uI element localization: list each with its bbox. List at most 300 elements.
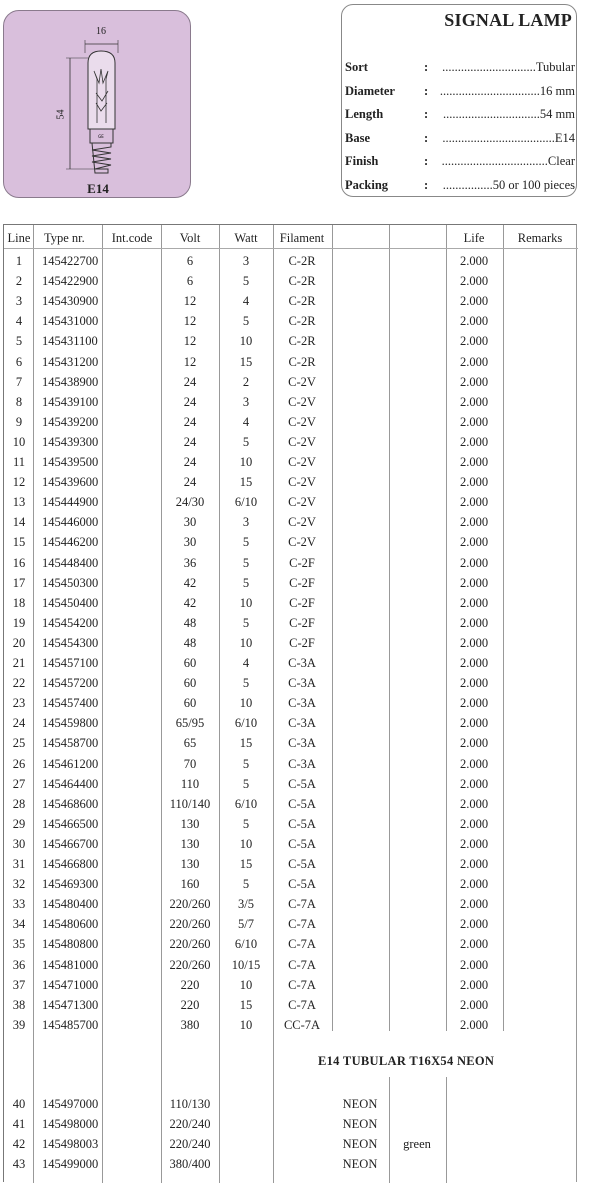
watt-cell: 10 (239, 1017, 253, 1032)
line-cell: 2 (15, 274, 23, 289)
extra-cell: NEON (342, 1117, 378, 1131)
volt-cell: 70 (183, 756, 197, 771)
line-cell: 28 (12, 796, 26, 811)
line-cell: 22 (12, 676, 26, 691)
lamp-base-label: E14 (87, 181, 109, 196)
spec-row (345, 131, 575, 149)
life-cell: 2.000 (459, 254, 489, 268)
line-cell: 14 (12, 515, 26, 530)
volt-cell: 110/130 (169, 1097, 211, 1111)
filament-cell: C-5A (288, 857, 316, 871)
watt-cell: 15 (239, 475, 253, 490)
life-cell: 2.000 (459, 555, 489, 570)
filament-cell: C-7A (288, 997, 316, 1012)
watt-cell: 5 (242, 274, 250, 289)
type-cell: 145457400 (42, 696, 99, 711)
type-cell: 145446000 (42, 515, 99, 530)
spec-separator: : (424, 84, 429, 98)
volt-cell: 6 (186, 254, 194, 268)
type-cell: 145499000 (42, 1157, 99, 1171)
volt-cell: 48 (183, 635, 197, 650)
filament-cell: C-5A (288, 836, 316, 851)
column-divider (219, 225, 220, 1183)
volt-cell: 60 (183, 656, 197, 670)
line-cell: 39 (12, 1017, 26, 1032)
column-divider (332, 225, 333, 1031)
filament-cell: C-3A (288, 676, 316, 691)
filament-cell: C-5A (288, 796, 316, 811)
spec-separator: : (424, 154, 429, 168)
filament-cell: C-5A (288, 776, 316, 791)
volt-cell: 130 (180, 836, 200, 851)
watt-cell: 5 (242, 756, 250, 771)
filament-cell: C-7A (288, 937, 316, 952)
type-cell: 145466800 (42, 857, 99, 871)
watt-cell: 15 (239, 354, 253, 369)
watt-cell: 3 (242, 515, 250, 530)
volt-cell: 24 (183, 475, 197, 490)
spec-value: ..............................Tubular (442, 60, 575, 74)
line-cell: 40 (12, 1097, 26, 1111)
filament-cell: C-2F (289, 615, 315, 630)
column-header: Int.code (111, 231, 153, 245)
life-cell: 2.000 (459, 515, 489, 530)
filament-cell: C-2V (288, 515, 316, 530)
watt-cell: 5 (242, 434, 250, 449)
volt-cell: 60 (183, 696, 197, 711)
life-cell: 2.000 (459, 857, 489, 871)
column-divider (273, 225, 274, 1183)
type-cell: 145444900 (42, 495, 99, 510)
life-cell: 2.000 (459, 635, 489, 650)
type-cell: 145481000 (42, 957, 99, 972)
column-header: Filament (279, 231, 325, 245)
line-cell: 19 (12, 615, 26, 630)
line-cell: 42 (12, 1137, 26, 1151)
type-cell: 145439100 (42, 394, 99, 409)
watt-cell: 10 (239, 595, 253, 610)
type-cell: 145454200 (42, 615, 99, 630)
type-cell: 145450300 (42, 575, 99, 590)
life-cell: 2.000 (459, 696, 489, 711)
line-cell: 8 (15, 394, 23, 409)
extra-cell: green (403, 1137, 431, 1151)
line-cell: 24 (12, 716, 26, 731)
type-cell: 145439200 (42, 414, 99, 429)
line-cell: 29 (12, 816, 26, 831)
type-cell: 145438900 (42, 374, 99, 389)
filament-cell: C-2R (288, 334, 316, 349)
filament-cell: C-2V (288, 455, 316, 469)
watt-cell: 10 (239, 696, 253, 711)
watt-cell: 10 (239, 977, 253, 992)
spec-value: ................50 or 100 pieces (442, 178, 575, 192)
filament-cell: C-2V (288, 475, 316, 490)
filament-cell: C-2F (289, 595, 315, 610)
volt-cell: 380 (180, 1017, 200, 1032)
line-cell: 10 (12, 434, 26, 449)
type-cell: 145459800 (42, 716, 99, 731)
life-cell: 2.000 (459, 495, 489, 510)
life-cell: 2.000 (459, 977, 489, 992)
lamp-illustration-panel (3, 10, 191, 198)
watt-cell: 5 (242, 535, 250, 550)
filament-cell: C-2F (289, 575, 315, 590)
spec-row (345, 107, 575, 125)
volt-cell: 12 (183, 354, 197, 369)
column-header: Remarks (517, 231, 563, 245)
column-divider (161, 225, 162, 1183)
neon-section-title: E14 TUBULAR T16X54 NEON (318, 1054, 495, 1068)
extra-cell: NEON (342, 1157, 378, 1171)
spec-value: ...............................54 mm (443, 107, 575, 121)
life-cell: 2.000 (459, 897, 489, 912)
column-divider (33, 225, 34, 1183)
life-cell: 2.000 (459, 836, 489, 851)
watt-cell: 5/7 (238, 917, 254, 932)
life-cell: 2.000 (459, 314, 489, 329)
watt-cell: 5 (242, 615, 250, 630)
type-cell: 145461200 (42, 756, 99, 771)
column-divider (446, 1077, 447, 1183)
filament-cell: C-3A (288, 756, 316, 771)
life-cell: 2.000 (459, 455, 489, 469)
spec-title: SIGNAL LAMP (444, 10, 572, 30)
type-cell: 145450400 (42, 595, 99, 610)
volt-cell: 12 (183, 294, 197, 309)
life-cell: 2.000 (459, 997, 489, 1012)
watt-cell: 15 (239, 857, 253, 871)
volt-cell: 30 (183, 535, 197, 550)
type-cell: 145498003 (42, 1137, 99, 1151)
volt-cell: 220 (180, 977, 200, 992)
volt-cell: 12 (183, 314, 197, 329)
type-cell: 145480800 (42, 937, 99, 952)
life-cell: 2.000 (459, 334, 489, 349)
type-cell: 145480600 (42, 917, 99, 932)
volt-cell: 24 (183, 394, 197, 409)
type-cell: 145458700 (42, 736, 99, 751)
spec-separator: : (424, 107, 429, 121)
life-cell: 2.000 (459, 374, 489, 389)
filament-cell: C-3A (288, 736, 316, 751)
watt-cell: 10 (239, 635, 253, 650)
life-cell: 2.000 (459, 535, 489, 550)
volt-cell: 60 (183, 676, 197, 691)
column-divider (102, 225, 103, 1183)
watt-cell: 10 (239, 455, 253, 469)
spec-row (345, 60, 575, 78)
watt-cell: 5 (242, 816, 250, 831)
watt-cell: 5 (242, 877, 250, 892)
filament-cell: C-2V (288, 434, 316, 449)
filament-cell: C-2R (288, 354, 316, 369)
line-cell: 16 (12, 555, 26, 570)
line-cell: 3 (15, 294, 23, 309)
type-cell: 145439500 (42, 455, 99, 469)
type-cell: 145464400 (42, 776, 99, 791)
line-cell: 26 (12, 756, 26, 771)
line-cell: 4 (15, 314, 23, 329)
watt-cell: 10/15 (231, 957, 261, 972)
watt-cell: 5 (242, 555, 250, 570)
column-divider (503, 225, 504, 1031)
watt-cell: 5 (242, 676, 250, 691)
type-cell: 145497000 (42, 1097, 99, 1111)
filament-cell: C-5A (288, 877, 316, 892)
spec-key: Length (345, 107, 384, 121)
type-cell: 145466500 (42, 816, 99, 831)
line-cell: 32 (12, 877, 26, 892)
svg-text:GE: GE (98, 134, 104, 139)
spec-value: ..................................Clear (441, 154, 575, 168)
watt-cell: 15 (239, 736, 253, 751)
type-cell: 145466700 (42, 836, 99, 851)
type-cell: 145431000 (42, 314, 99, 329)
spec-row (345, 154, 575, 172)
type-cell: 145446200 (42, 535, 99, 550)
line-cell: 15 (12, 535, 26, 550)
life-cell: 2.000 (459, 816, 489, 831)
life-cell: 2.000 (459, 736, 489, 751)
line-cell: 12 (12, 475, 26, 490)
line-cell: 31 (12, 857, 26, 871)
line-cell: 35 (12, 937, 26, 952)
line-cell: 11 (12, 455, 26, 469)
filament-cell: C-5A (288, 816, 316, 831)
life-cell: 2.000 (459, 796, 489, 811)
watt-cell: 5 (242, 575, 250, 590)
type-cell: 145457100 (42, 656, 99, 670)
volt-cell: 130 (180, 857, 200, 871)
line-cell: 9 (15, 414, 23, 429)
line-cell: 33 (12, 897, 26, 912)
volt-cell: 48 (183, 615, 197, 630)
line-cell: 21 (12, 656, 26, 670)
volt-cell: 42 (183, 575, 197, 590)
type-cell: 145454300 (42, 635, 99, 650)
line-cell: 23 (12, 696, 26, 711)
type-cell: 145469300 (42, 877, 99, 892)
life-cell: 2.000 (459, 475, 489, 490)
line-cell: 20 (12, 635, 26, 650)
volt-cell: 110/140 (169, 796, 211, 811)
volt-cell: 24 (183, 414, 197, 429)
filament-cell: C-2R (288, 314, 316, 329)
life-cell: 2.000 (459, 877, 489, 892)
line-cell: 18 (12, 595, 26, 610)
life-cell: 2.000 (459, 716, 489, 731)
volt-cell: 30 (183, 515, 197, 530)
spec-key: Diameter (345, 84, 395, 98)
type-cell: 145471000 (42, 977, 99, 992)
life-cell: 2.000 (459, 676, 489, 691)
watt-cell: 4 (242, 656, 250, 670)
filament-cell: C-7A (288, 897, 316, 912)
watt-cell: 6/10 (234, 937, 258, 952)
spec-separator: : (424, 60, 429, 74)
filament-cell: C-2V (288, 495, 316, 510)
volt-cell: 220/240 (169, 1117, 211, 1131)
volt-cell: 12 (183, 334, 197, 349)
volt-cell: 220/260 (169, 917, 211, 932)
life-cell: 2.000 (459, 294, 489, 309)
lamp-length-label: 54 (55, 109, 67, 120)
spec-value: ....................................E14 (442, 131, 575, 145)
column-divider (446, 225, 447, 1031)
extra-cell: NEON (342, 1097, 378, 1111)
watt-cell: 6/10 (234, 796, 258, 811)
life-cell: 2.000 (459, 937, 489, 952)
spec-key: Finish (345, 154, 379, 168)
watt-cell: 10 (239, 836, 253, 851)
line-cell: 37 (12, 977, 26, 992)
line-cell: 34 (12, 917, 26, 932)
line-cell: 38 (12, 997, 26, 1012)
type-cell: 145439600 (42, 475, 99, 490)
watt-cell: 3 (242, 394, 250, 409)
column-divider (389, 1077, 390, 1183)
volt-cell: 220/260 (169, 937, 211, 952)
type-cell: 145468600 (42, 796, 99, 811)
filament-cell: C-2F (289, 635, 315, 650)
line-cell: 43 (12, 1157, 26, 1171)
type-cell: 145457200 (42, 676, 99, 691)
life-cell: 2.000 (459, 917, 489, 932)
type-cell: 145448400 (42, 555, 99, 570)
filament-cell: C-7A (288, 917, 316, 932)
volt-cell: 24 (183, 374, 197, 389)
line-cell: 17 (12, 575, 26, 590)
filament-cell: C-2F (289, 555, 315, 570)
volt-cell: 65/95 (175, 716, 205, 731)
column-header: Type nr. (44, 231, 85, 245)
header-divider (4, 248, 578, 249)
spec-key: Packing (345, 178, 389, 192)
life-cell: 2.000 (459, 1017, 489, 1032)
spec-panel (341, 4, 577, 197)
lamp-table (3, 224, 577, 1182)
watt-cell: 4 (242, 294, 250, 309)
type-cell: 145439300 (42, 434, 99, 449)
watt-cell: 3/5 (238, 897, 254, 912)
type-cell: 145471300 (42, 997, 99, 1012)
type-cell: 145422700 (42, 254, 99, 268)
line-cell: 27 (12, 776, 26, 791)
volt-cell: 220/240 (169, 1137, 211, 1151)
volt-cell: 36 (183, 555, 197, 570)
column-header: Line (7, 231, 31, 245)
filament-cell: C-3A (288, 716, 316, 731)
spec-key: Sort (345, 60, 368, 74)
volt-cell: 42 (183, 595, 197, 610)
filament-cell: C-2V (288, 394, 316, 409)
life-cell: 2.000 (459, 957, 489, 972)
volt-cell: 160 (180, 877, 200, 892)
volt-cell: 24/30 (175, 495, 205, 510)
filament-cell: CC-7A (283, 1017, 321, 1032)
filament-cell: C-2R (288, 294, 316, 309)
watt-cell: 15 (239, 997, 253, 1012)
volt-cell: 110 (180, 776, 200, 791)
watt-cell: 2 (242, 374, 250, 389)
line-cell: 41 (12, 1117, 26, 1131)
volt-cell: 130 (180, 816, 200, 831)
volt-cell: 220/260 (169, 897, 211, 912)
type-cell: 145431100 (42, 334, 98, 349)
type-cell: 145485700 (42, 1017, 99, 1032)
line-cell: 25 (12, 736, 26, 751)
watt-cell: 6/10 (234, 716, 258, 731)
volt-cell: 220/260 (169, 957, 211, 972)
line-cell: 7 (15, 374, 23, 389)
life-cell: 2.000 (459, 354, 489, 369)
life-cell: 2.000 (459, 575, 489, 590)
volt-cell: 6 (186, 274, 194, 289)
type-cell: 145431200 (42, 354, 99, 369)
spec-separator: : (424, 178, 429, 192)
line-cell: 13 (12, 495, 26, 510)
life-cell: 2.000 (459, 394, 489, 409)
filament-cell: C-2V (288, 374, 316, 389)
spec-separator: : (424, 131, 429, 145)
filament-cell: C-3A (288, 696, 316, 711)
life-cell: 2.000 (459, 595, 489, 610)
volt-cell: 220 (180, 997, 200, 1012)
column-header: Life (463, 231, 485, 245)
life-cell: 2.000 (459, 756, 489, 771)
watt-cell: 6/10 (234, 495, 258, 510)
line-cell: 5 (15, 334, 23, 349)
type-cell: 145430900 (42, 294, 99, 309)
life-cell: 2.000 (459, 414, 489, 429)
filament-cell: C-7A (288, 977, 316, 992)
filament-cell: C-2V (288, 535, 316, 550)
filament-cell: C-2R (288, 254, 316, 268)
life-cell: 2.000 (459, 776, 489, 791)
line-cell: 6 (15, 354, 23, 369)
spec-key: Base (345, 131, 370, 145)
volt-cell: 24 (183, 434, 197, 449)
watt-cell: 5 (242, 776, 250, 791)
line-cell: 30 (12, 836, 26, 851)
life-cell: 2.000 (459, 274, 489, 289)
spec-row (345, 178, 575, 196)
line-cell: 1 (15, 254, 23, 268)
volt-cell: 65 (183, 736, 197, 751)
watt-cell: 3 (242, 254, 250, 268)
watt-cell: 5 (242, 314, 250, 329)
spec-value: ................................16 mm (439, 84, 575, 98)
watt-cell: 4 (242, 414, 250, 429)
type-cell: 145498000 (42, 1117, 99, 1131)
filament-cell: C-2R (288, 274, 316, 289)
extra-cell: NEON (342, 1137, 378, 1151)
life-cell: 2.000 (459, 656, 489, 670)
volt-cell: 24 (183, 455, 197, 469)
lamp-drawing (4, 11, 192, 199)
filament-cell: C-7A (288, 957, 316, 972)
column-header: Volt (179, 231, 201, 245)
volt-cell: 380/400 (169, 1157, 211, 1171)
filament-cell: C-2V (288, 414, 316, 429)
line-cell: 36 (12, 957, 26, 972)
type-cell: 145480400 (42, 897, 99, 912)
watt-cell: 10 (239, 334, 253, 349)
column-header: Watt (234, 231, 258, 245)
column-divider (389, 225, 390, 1031)
lamp-width-label: 16 (96, 26, 106, 37)
